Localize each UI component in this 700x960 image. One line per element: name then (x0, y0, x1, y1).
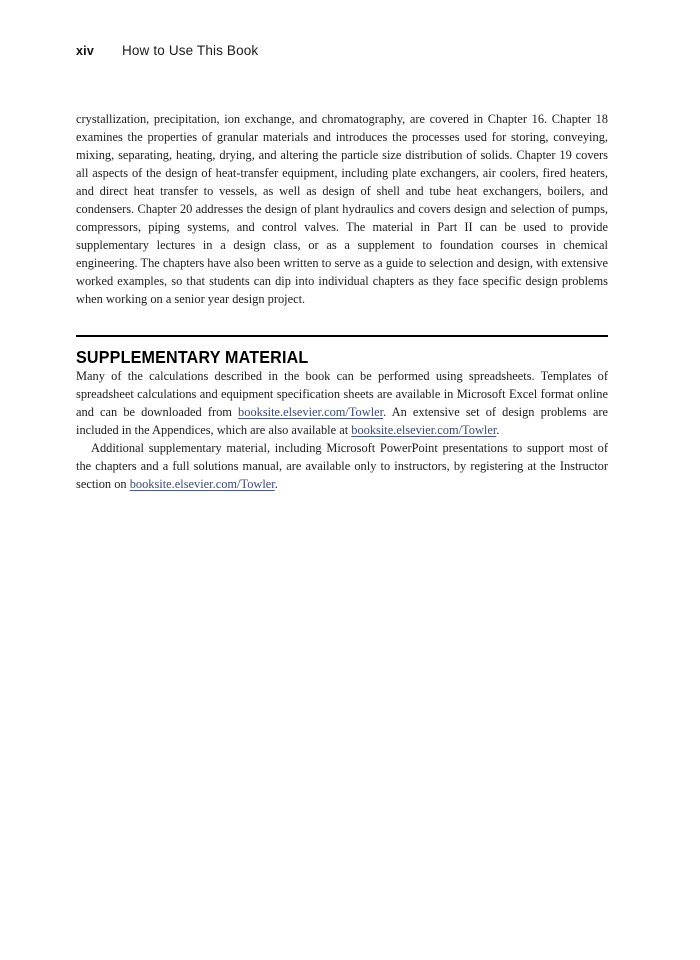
booksite-link-1[interactable]: booksite.elsevier.com/Towler (238, 404, 384, 419)
booksite-link-3[interactable]: booksite.elsevier.com/Towler (129, 476, 275, 491)
paragraph-text-part: . (274, 476, 278, 491)
booksite-link-2[interactable]: booksite.elsevier.com/Towler (351, 422, 497, 437)
running-header (76, 43, 608, 63)
body-paragraph-continuation: crystallization, precipitation, ion exchange, and chromatography, are covered in Chapter 16. Chapter 18 examines the properties of granular materials and introduces the processes used for storing, conveying, mixing, separating, heating, drying, and altering the particle size distribution of solids. Chapter 19 covers all aspects of the design of heat-transfer equipment, including plate exchangers, air coolers, fired heaters, and direct heat transfer to vessels, as well as design of shell and tube heat exchangers, boilers, and condensers. Chapter 20 addresses the design of plant hydraulics and covers design and selection of pumps, compressors, piping systems, and control valves. The material in Part II can be used to provide supplementary lectures in a design class, or as a supplement to foundation courses in chemical engineering. The chapters have also been written to serve as a guide to selection and design, with extensive worked examples, so that students can dip into individual chapters as they face specific design problems when working on a senior year design project. (76, 112, 608, 307)
paragraph-text-part: Additional supplementary material, including Microsoft PowerPoint presentations to support most of the chapters and a full solutions manual, are available only to instructors, by registering at the Instructor section on (76, 440, 608, 491)
paragraph-text-part: . (496, 422, 500, 437)
page-content (76, 110, 608, 493)
supplementary-paragraph-2 (76, 439, 608, 493)
page-folio: xiv (76, 44, 94, 58)
paragraph-text-part: . An extensive set of design problems are included in the Appendices, which are also available at (76, 404, 608, 437)
supplementary-material-section (76, 335, 608, 493)
supplementary-paragraph-1 (76, 367, 608, 439)
section-heading: SUPPLEMENTARY MATERIAL (76, 346, 309, 367)
paragraph-text-part: Many of the calculations described in the book can be performed using spreadsheets. Templates of spreadsheet calculations and equipment specification sheets are available in Microsoft Excel format online and can be downloaded from (76, 368, 608, 419)
running-header-title: How to Use This Book (122, 43, 259, 58)
